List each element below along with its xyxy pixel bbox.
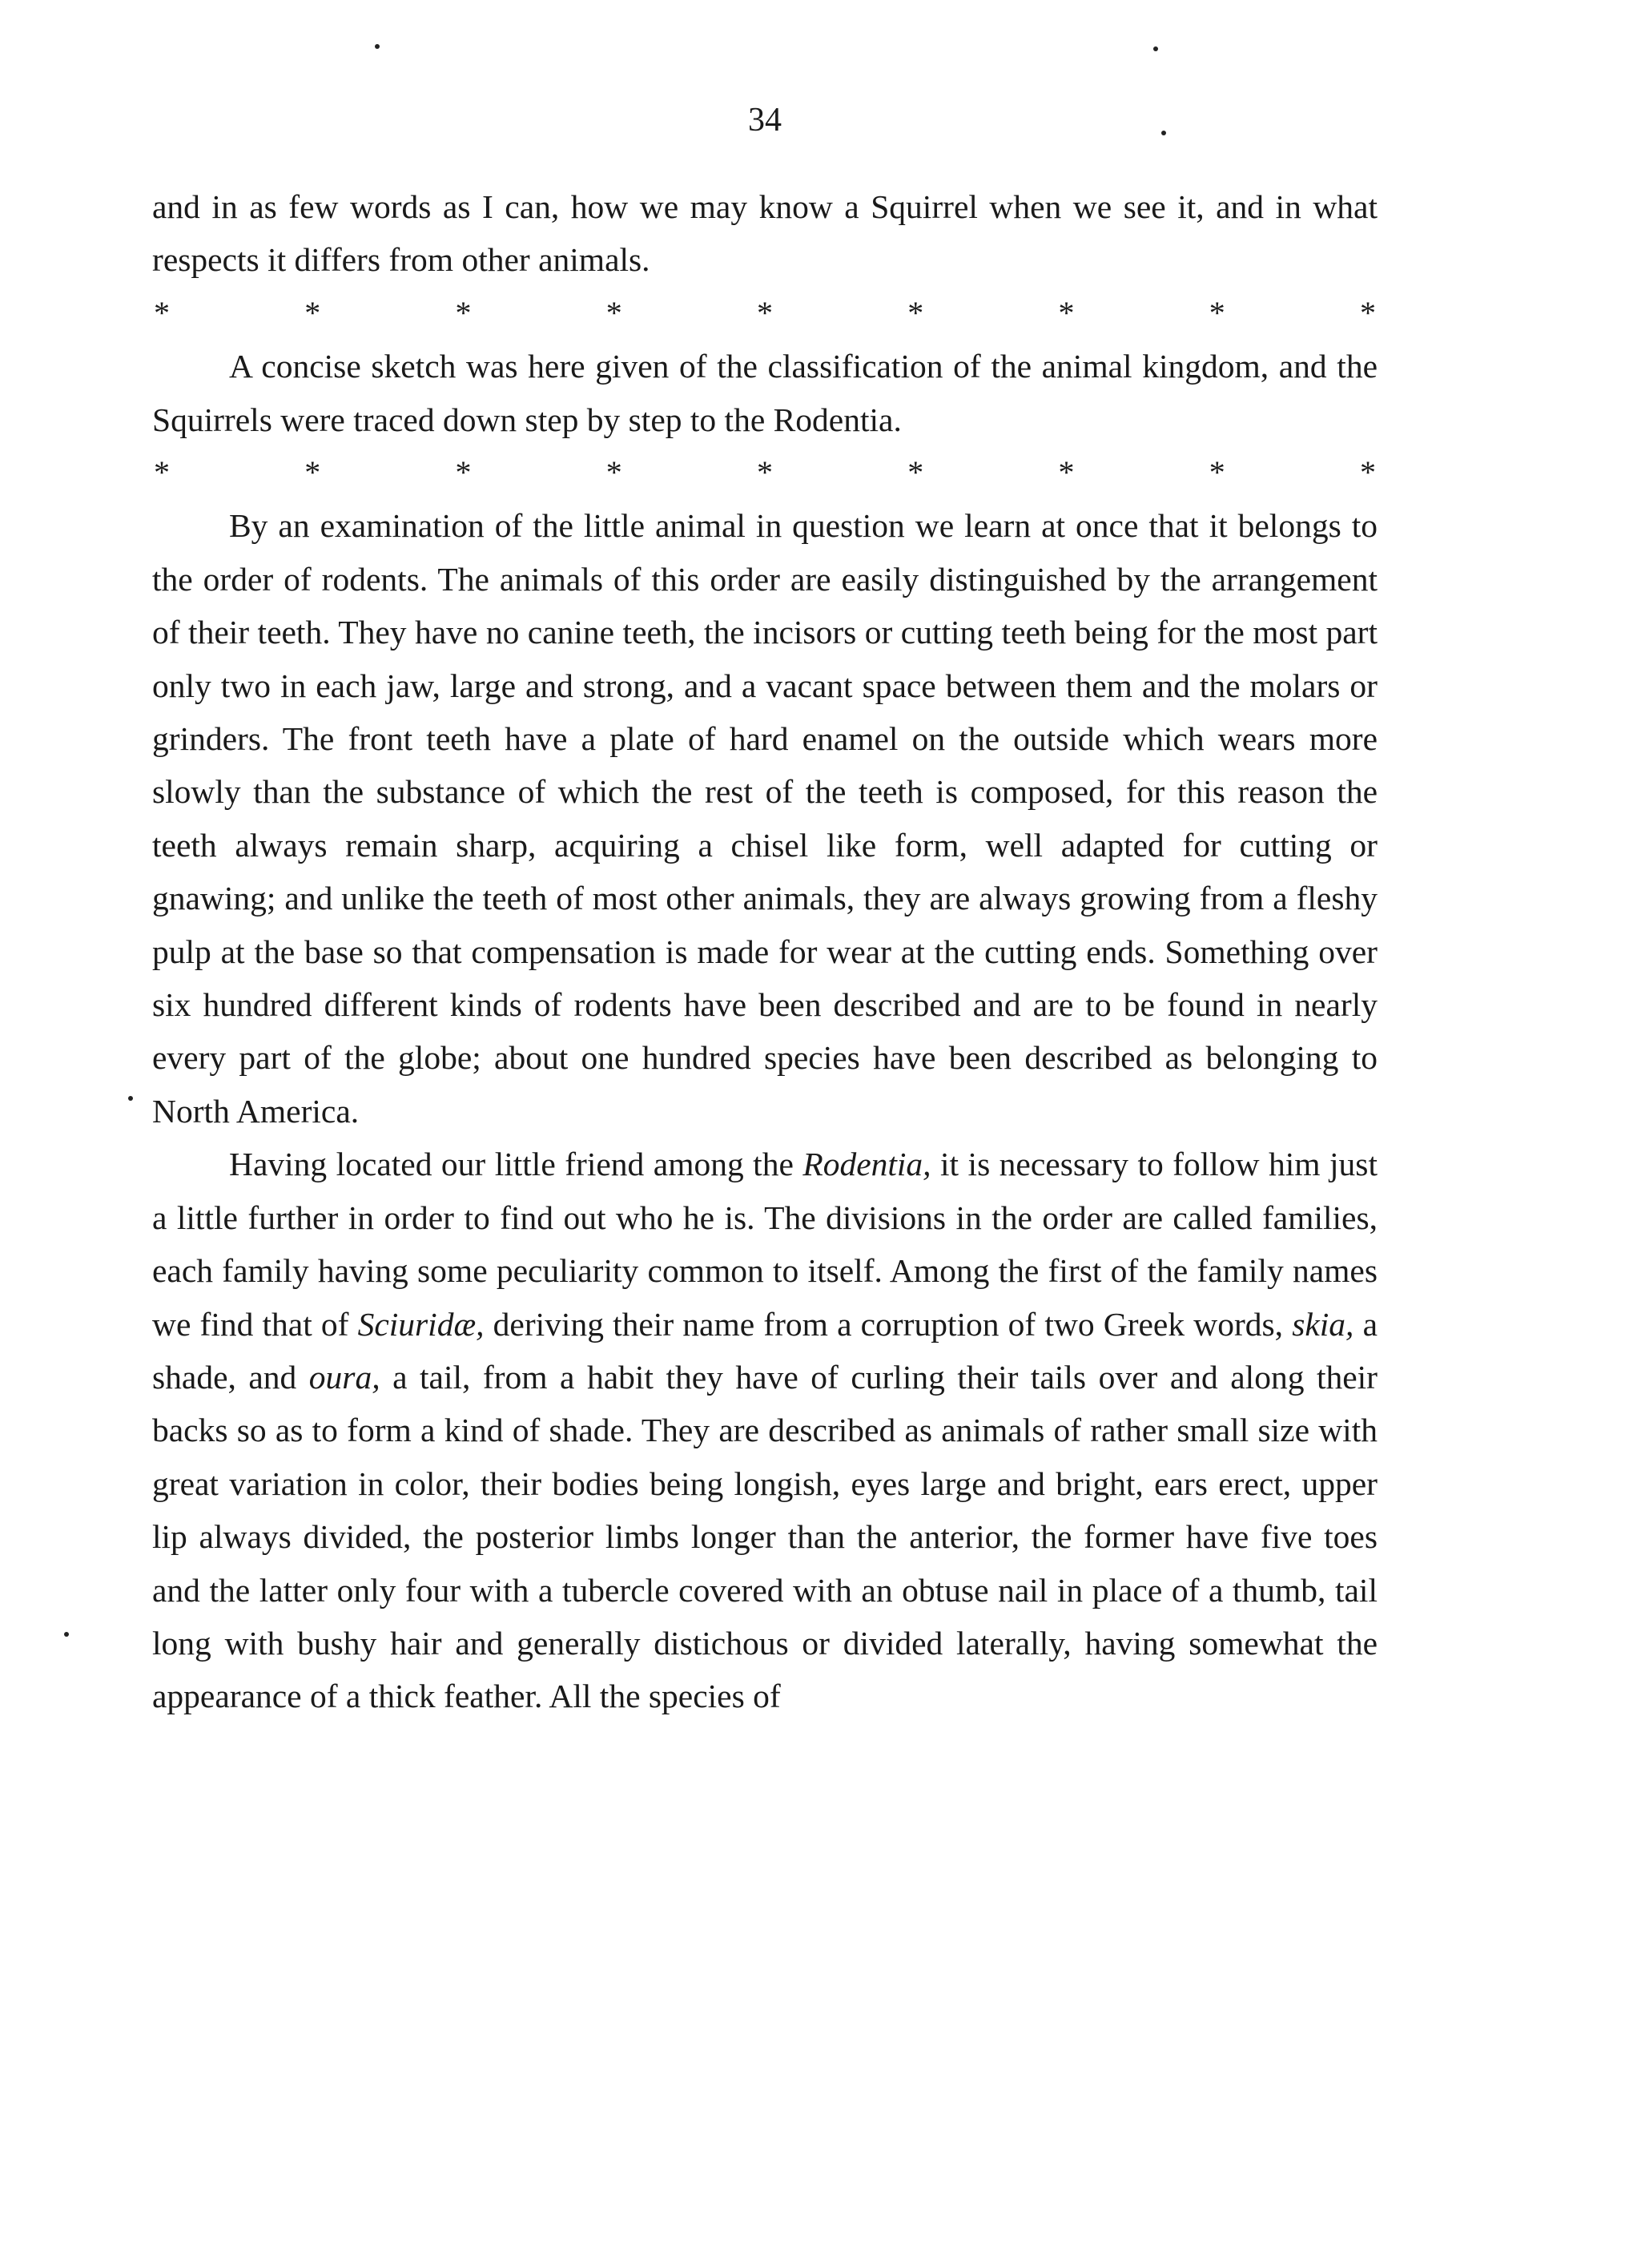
- separator-star: *: [757, 454, 773, 491]
- body-text: [152, 180, 1378, 1723]
- paragraph-1: and in as few words as I can, how we may know a Squirrel when we see it, and in what respects it differs from other animals.: [152, 188, 1378, 279]
- section-separator: [152, 287, 1378, 340]
- separator-star: *: [1360, 454, 1376, 491]
- separator-star: *: [1058, 294, 1075, 331]
- paragraph-4-text: it is necessary to follow him just a little further in order to find out who he is. The divisions in the order are called families, each family having some peculiarity common to itself. Among the first of the family names we find that of: [152, 1146, 1378, 1343]
- greek-word-oura: oura,: [308, 1358, 380, 1396]
- separator-star: *: [154, 454, 170, 491]
- speck-mark: [128, 1096, 133, 1101]
- paragraph-4-text: deriving their name from a corruption of two Greek words,: [484, 1305, 1293, 1343]
- separator-star: *: [304, 454, 321, 491]
- separator-star: *: [1209, 294, 1225, 331]
- separator-star: *: [304, 294, 321, 331]
- separator-star: *: [907, 454, 924, 491]
- separator-star: *: [455, 294, 472, 331]
- paragraph-4-text: a shade, and: [152, 1305, 1378, 1396]
- paragraph-4-text: Having located our little friend among the: [229, 1146, 803, 1183]
- page-number: 34: [748, 102, 782, 139]
- paragraph-4: [152, 1138, 1378, 1722]
- section-separator: [152, 446, 1378, 499]
- speck-mark: [64, 1632, 69, 1637]
- separator-star: *: [154, 294, 170, 331]
- taxon-name-rodentia: Rodentia,: [802, 1146, 931, 1183]
- separator-star: *: [605, 294, 622, 331]
- separator-star: *: [1360, 294, 1376, 331]
- greek-word-skia: skia,: [1292, 1305, 1354, 1343]
- separator-star: *: [757, 294, 773, 331]
- separator-star: *: [1058, 454, 1075, 491]
- separator-star: *: [605, 454, 622, 491]
- paragraph-2: A concise sketch was here given of the classification of the animal kingdom, and the Squirrels were traced down step by step to the Rodentia.: [152, 348, 1378, 438]
- speck-mark: [375, 44, 380, 49]
- taxon-name-sciuridae: Sciuridæ,: [357, 1305, 485, 1343]
- separator-star: *: [907, 294, 924, 331]
- paragraph-4-text: a tail, from a habit they have of curling their tails over and along their backs so as to form a kind of shade. They are described as animals of rather small size with great variation in color, their bodies being longish, eyes large and bright, ears erect, upper lip always divided, the posterior limbs longer than the anterior, the former have five toes and the latter only four with a tubercle covered with an obtuse nail in place of a thumb, tail long with bushy hair and generally distichous or divided laterally, having somewhat the appearance of a thick feather. All the species of: [152, 1358, 1378, 1715]
- separator-star: *: [455, 454, 472, 491]
- paragraph-3: By an examination of the little animal in question we learn at once that it belongs to the order of rodents. The animals of this order are easily distinguished by the arrangement of their teeth. They have no canine teeth, the incisors or cutting teeth being for the most part only two in each jaw, large and strong, and a vacant space between them and the molars or grinders. The front teeth have a plate of hard enamel on the outside which wears more slowly than the substance of which the rest of the teeth is composed, for this reason the teeth always remain sharp, acquiring a chisel like form, well adapted for cutting or gnawing; and unlike the teeth of most other animals, they are always growing from a fleshy pulp at the base so that compensation is made for wear at the cutting ends. Something over six hundred different kinds of rodents have been described and are to be found in nearly every part of the globe; about one hundred species have been described as belonging to North America.: [152, 507, 1378, 1130]
- speck-mark: [1153, 46, 1158, 51]
- separator-star: *: [1209, 454, 1225, 491]
